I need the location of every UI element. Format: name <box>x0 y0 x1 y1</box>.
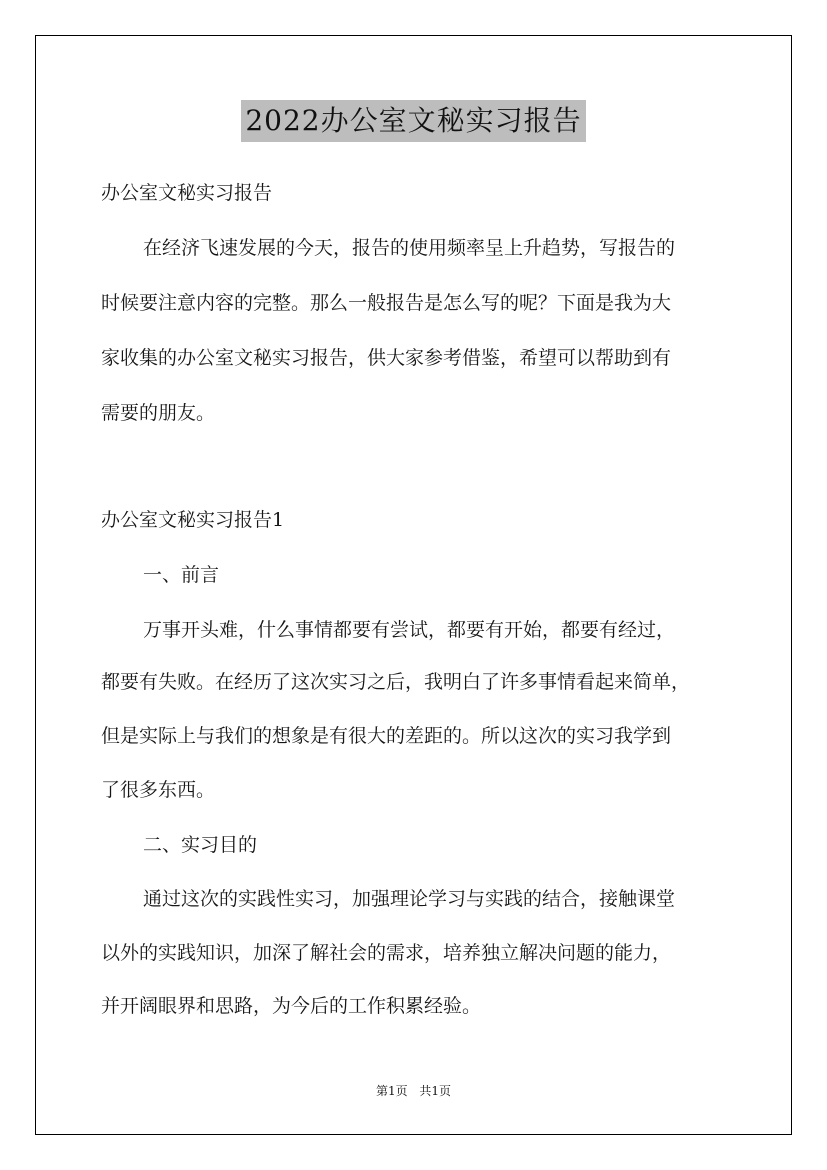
section-heading: 办公室文秘实习报告1 <box>101 509 285 531</box>
page-footer <box>0 1083 827 1099</box>
subsection-heading: 一、前言 <box>143 564 220 586</box>
paragraph-line: 以外的实践知识，加深了解社会的需求，培养独立解决问题的能力， <box>101 942 672 964</box>
page-total: 共1页 <box>419 1084 452 1098</box>
title-container <box>0 100 827 142</box>
document-title: 2022办公室文秘实习报告 <box>241 100 585 142</box>
page-number: 第1页 <box>375 1084 408 1098</box>
section-heading: 办公室文秘实习报告 <box>101 182 273 204</box>
paragraph-line: 在经济飞速发展的今天，报告的使用频率呈上升趋势，写报告的 <box>143 237 676 259</box>
paragraph-line: 并开阔眼界和思路，为今后的工作积累经验。 <box>101 995 482 1017</box>
paragraph-line: 时候要注意内容的完整。那么一般报告是怎么写的呢？下面是我为大 <box>101 292 672 314</box>
subsection-heading: 二、实习目的 <box>143 834 258 856</box>
paragraph-line: 家收集的办公室文秘实习报告，供大家参考借鉴，希望可以帮助到有 <box>101 347 672 369</box>
paragraph-line: 需要的朋友。 <box>101 402 216 424</box>
paragraph-line: 都要有失败。在经历了这次实习之后，我明白了许多事情看起来简单， <box>101 671 691 693</box>
paragraph-line: 了很多东西。 <box>101 779 216 801</box>
paragraph-line: 通过这次的实践性实习，加强理论学习与实践的结合，接触课堂 <box>143 888 676 910</box>
paragraph-line: 但是实际上与我们的想象是有很大的差距的。所以这次的实习我学到 <box>101 725 672 747</box>
paragraph-line: 万事开头难，什么事情都要有尝试，都要有开始，都要有经过， <box>143 619 676 641</box>
